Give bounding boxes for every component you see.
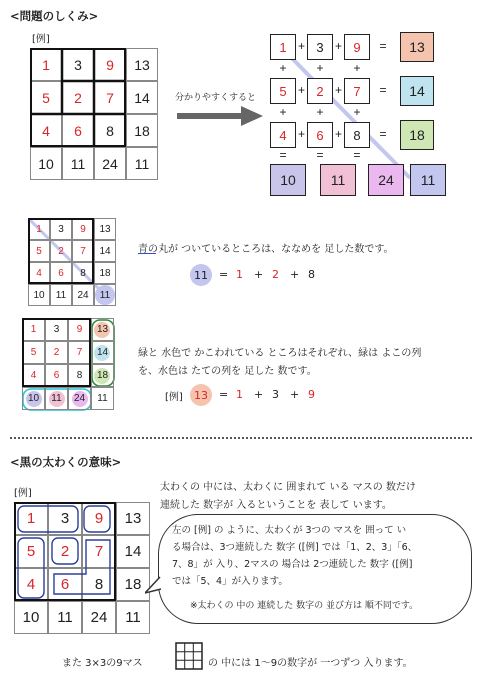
grid-cell: 4 xyxy=(14,568,48,601)
diagonal-example-grid xyxy=(28,218,118,310)
equation-cell: 4 xyxy=(270,122,296,148)
cage-description-1: 太わくの 中には、太わくに 囲まれて いる マスの 数だけ xyxy=(160,482,416,493)
grid-cell: 6 xyxy=(45,364,68,387)
sum-cell: 11 xyxy=(91,387,114,410)
section-heading-thick-borders: <黒の太わくの意味> xyxy=(10,455,122,469)
lines-explanation-1: 緑と 水色で かこわれている ところはそれぞれ、緑は よこの列 xyxy=(138,348,422,359)
example-grid xyxy=(30,48,158,188)
diag-term-1: 1 xyxy=(236,268,243,281)
grid-cell: 3 xyxy=(50,218,72,240)
plus-sign: + xyxy=(316,61,324,75)
grid-cell: 8 xyxy=(82,568,116,601)
sum-cell: 18 xyxy=(91,364,114,387)
grid-cell: 4 xyxy=(22,364,45,387)
diagonal-explanation: 青の丸が ついているところは、ななめを 足した数です。 xyxy=(138,244,394,255)
grid-cell: 7 xyxy=(82,535,116,568)
sum-cell: 11 xyxy=(94,284,116,306)
sum-cell: 18 xyxy=(126,114,158,147)
footer-text-b: の 中には 1～9の数字が 一つずつ 入ります。 xyxy=(208,658,413,669)
equals-sign: = xyxy=(379,83,387,97)
sum-cell: 18 xyxy=(94,262,116,284)
row-term-2: 3 xyxy=(272,388,279,401)
section-divider xyxy=(10,437,472,439)
grid-cell: 7 xyxy=(94,81,126,114)
sum-cell: 24 xyxy=(72,284,94,306)
arrow-label: 分かりやすくすると xyxy=(175,93,257,103)
grid-cell: 2 xyxy=(45,341,68,364)
grid-cell: 1 xyxy=(14,502,48,535)
sum-cell: 11 xyxy=(126,147,158,180)
equation-cell: 1 xyxy=(270,34,296,60)
cage-description-2: 連続した 数字が 入るということを 表して います。 xyxy=(160,500,392,511)
plus-sign: + xyxy=(297,83,305,97)
grid-cell: 9 xyxy=(72,218,94,240)
row-sum-box: 13 xyxy=(400,32,434,62)
lines-explanation-2: を、水色は たての列を 足した 数です。 xyxy=(138,366,317,377)
plus-sign: + xyxy=(297,39,305,53)
bubble-line-2: る場合は、3つ連続した 数字 ([例] では「1、2、3」「6、 xyxy=(172,542,418,553)
row-term-1: 1 xyxy=(236,388,243,401)
row-result-circle: 13 xyxy=(190,384,212,406)
row-sum-box: 18 xyxy=(400,120,434,150)
diag-term-3: 8 xyxy=(308,268,315,281)
lines-example-grid xyxy=(22,318,122,418)
grid-cell: 4 xyxy=(28,262,50,284)
sum-cell: 11 xyxy=(50,284,72,306)
grid-cell: 5 xyxy=(28,240,50,262)
grid-cell: 7 xyxy=(68,341,91,364)
column-sum-box: 24 xyxy=(368,164,404,196)
grid-cell: 6 xyxy=(50,262,72,284)
grid-cell: 8 xyxy=(94,114,126,147)
equals-sign: = xyxy=(379,39,387,53)
sum-cell: 24 xyxy=(68,387,91,410)
equation-cell: 6 xyxy=(307,122,333,148)
grid-cell: 2 xyxy=(62,81,94,114)
grid-cell: 6 xyxy=(62,114,94,147)
diag-term-2: 2 xyxy=(272,268,279,281)
cage-example-grid xyxy=(14,502,150,636)
grid-cell: 8 xyxy=(68,364,91,387)
sum-cell: 11 xyxy=(116,601,150,634)
plus-sign: + xyxy=(334,83,342,97)
grid-body xyxy=(22,318,114,410)
grid-cell: 1 xyxy=(28,218,50,240)
grid-cell: 9 xyxy=(82,502,116,535)
cage-outlines xyxy=(30,48,158,180)
equation-cell: 9 xyxy=(344,34,370,60)
grid-cell: 5 xyxy=(22,341,45,364)
grid-cell: 1 xyxy=(30,48,62,81)
bubble-tail xyxy=(145,575,175,599)
section-heading-mechanism: <問題のしくみ> xyxy=(10,9,99,23)
column-sum-box: 11 xyxy=(410,164,446,196)
grid-cell: 5 xyxy=(30,81,62,114)
eq-sign: = xyxy=(219,268,229,281)
sum-cell: 10 xyxy=(14,601,48,634)
example-label: [例] xyxy=(165,392,183,403)
grid-body xyxy=(28,218,116,306)
sum-cell: 13 xyxy=(116,502,150,535)
grid-cell: 8 xyxy=(72,262,94,284)
row-sum-box: 14 xyxy=(400,76,434,106)
sum-cell: 24 xyxy=(82,601,116,634)
plus-sign: + xyxy=(290,388,300,401)
grid-cell: 7 xyxy=(72,240,94,262)
grid-cell: 2 xyxy=(50,240,72,262)
diag-result-circle: 11 xyxy=(190,264,212,286)
plus-sign: + xyxy=(290,268,300,281)
example-label: [例] xyxy=(14,488,32,499)
right-arrow-icon xyxy=(175,104,265,128)
nine-cell-border xyxy=(28,218,94,284)
sum-cell: 13 xyxy=(126,48,158,81)
grid-cell: 1 xyxy=(22,318,45,341)
sum-cell: 11 xyxy=(62,147,94,180)
grid-cell: 3 xyxy=(48,502,82,535)
equation-cell: 3 xyxy=(307,34,333,60)
plus-sign: + xyxy=(334,39,342,53)
equals-sign: = xyxy=(279,148,287,162)
grid-cell: 5 xyxy=(14,535,48,568)
row-term-3: 9 xyxy=(308,388,315,401)
plus-sign: + xyxy=(353,61,361,75)
grid-cell: 3 xyxy=(45,318,68,341)
sum-cell: 10 xyxy=(22,387,45,410)
eq-sign: = xyxy=(219,388,229,401)
plus-sign: + xyxy=(316,105,324,119)
equation-cell: 5 xyxy=(270,78,296,104)
nine-cell-border xyxy=(22,318,91,387)
plus-sign: + xyxy=(254,268,264,281)
sum-cell: 13 xyxy=(91,318,114,341)
equals-sign: = xyxy=(353,148,361,162)
bubble-line-1: 左の [例] の ように、太わくが 3つの マスを 囲って い xyxy=(172,525,407,536)
blue-underline xyxy=(138,253,156,254)
equation-cell: 8 xyxy=(344,122,370,148)
expanded-equation-grid xyxy=(270,28,450,198)
sum-cell: 14 xyxy=(94,240,116,262)
footer-text-a: また 3×3の9マス xyxy=(62,658,143,669)
nine-cell-grid-icon xyxy=(175,642,203,670)
bubble-text xyxy=(172,522,417,590)
column-sum-box: 10 xyxy=(270,164,306,196)
column-sum-box: 11 xyxy=(320,164,356,196)
sum-cell: 11 xyxy=(45,387,68,410)
equation-cell: 2 xyxy=(307,78,333,104)
plus-sign: + xyxy=(254,388,264,401)
plus-sign: + xyxy=(353,105,361,119)
plus-sign: + xyxy=(334,127,342,141)
grid-cell: 9 xyxy=(94,48,126,81)
grid-cell: 6 xyxy=(48,568,82,601)
plus-sign: + xyxy=(297,127,305,141)
grid-cell: 9 xyxy=(68,318,91,341)
sum-cell: 18 xyxy=(116,568,150,601)
bubble-line-4: では「5、4」が入ります。 xyxy=(172,576,288,587)
equals-sign: = xyxy=(379,127,387,141)
sum-cell: 14 xyxy=(91,341,114,364)
sum-cell: 13 xyxy=(94,218,116,240)
equation-cell: 7 xyxy=(344,78,370,104)
sum-cell: 14 xyxy=(126,81,158,114)
cage-rounded-outlines xyxy=(14,502,154,642)
sum-cell: 10 xyxy=(30,147,62,180)
equals-sign: = xyxy=(316,148,324,162)
sum-cell: 24 xyxy=(94,147,126,180)
bubble-line-3: 7、8」が 入り、2マスの 場合は 2つ連続した 数字 ([例] xyxy=(172,559,413,570)
plus-sign: + xyxy=(279,61,287,75)
grid-cell: 2 xyxy=(48,535,82,568)
grid-cell: 3 xyxy=(62,48,94,81)
sum-cell: 11 xyxy=(48,601,82,634)
grid-cell: 4 xyxy=(30,114,62,147)
plus-sign: + xyxy=(279,105,287,119)
example-label: [例] xyxy=(32,34,50,45)
sum-cell: 10 xyxy=(28,284,50,306)
sum-cell: 14 xyxy=(116,535,150,568)
bubble-note: ※太わくの 中の 連続した 数字の 並び方は 順不同です。 xyxy=(190,601,419,611)
